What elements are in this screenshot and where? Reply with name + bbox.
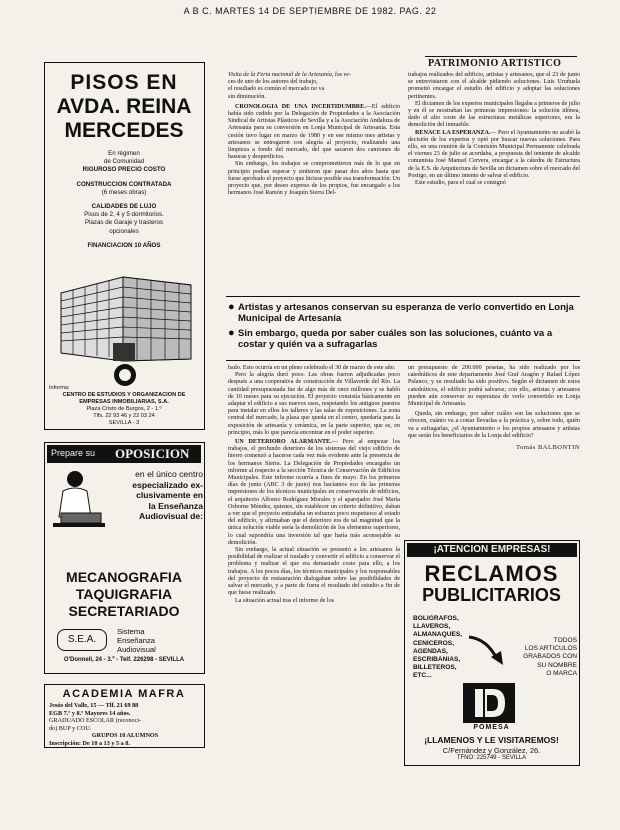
section-rule: [425, 56, 577, 57]
mafra-title: ACADEMIA MAFRA: [62, 688, 186, 700]
course-secretariado: SECRETARIADO: [68, 603, 180, 619]
mafra-line: Jesús del Valle, 15 — Tlf. 21 69 88: [49, 702, 139, 709]
sea-line: Audiovisual: [117, 645, 156, 654]
oposicion-address: O'Donnell, 24 - 3.º - Telf. 226298 - SEVILLA: [63, 657, 185, 663]
ad-pisos-mercedes: [44, 62, 205, 430]
prepare-label: Prepare su: [51, 448, 96, 458]
company-logo: [105, 363, 145, 387]
sea-logo: S.E.A.: [57, 629, 107, 651]
ad-line: CALIDADES DE LUJO: [91, 203, 157, 211]
ad-line: En régimen: [108, 150, 140, 157]
pomesa-brand: POMESA: [473, 724, 510, 731]
reclamos-items: BOLIGRAFOS, LLAVEROS, ALMANAQUES, CENICEROS, AGENDAS, ESCRIBANIAS, BILLETEROS, ETC...: [413, 615, 463, 680]
oposicion-line: la Enseñanza: [148, 500, 203, 511]
ad-reclamos-publicitarios: [404, 540, 580, 766]
sea-line: Sistema: [117, 627, 145, 636]
oposicion-line: en el único centro: [135, 469, 203, 479]
article-text: bado. Esto ocurría en un pleno celebrado el 30 de marzo de este año.: [228, 365, 396, 371]
ad-info: CENTRO DE ESTUDIOS Y ORGANIZACION DE: [62, 392, 186, 398]
oposicion-line: Audiovisual de:: [139, 511, 203, 521]
subheading: RENACE LA ESPERANZA.: [415, 129, 491, 136]
bullet-item: [228, 302, 580, 324]
page-header: A B C. MARTES 14 DE SEPTIEMBRE DE 1982. PAG. 22: [183, 6, 437, 16]
reclamos-title-1: RECLAMOS: [424, 561, 559, 586]
todos-line: SU NOMBRE: [537, 661, 577, 669]
article-line: sin diminución.: [228, 93, 266, 100]
oposicion-word: OPOSICION: [115, 446, 190, 461]
sea-line: Enseñanza: [117, 636, 155, 645]
ad-line: de Comunidad: [103, 158, 145, 166]
arrow-icon: [467, 633, 507, 667]
article-text: Pero la alegría duró poco. Las obras fueron adjudicadas poco después a una cooperativa de construcción de Villaverde del Río. La cantidad presupuestada fue de algo más de once millones y se habló de 10 meses para su ejecución. El proyecto consistía básicamente en adaptar el edificio a sus nuevos usos, respetando los antiguos puestos para instalar en ellos los talleres y las salas de exposiciones. La zona central del mercado, la plaza que queda en el centro, quedaría para la exposición de artesanía y cerámica, en la parte superior, que es, en principio, más lo que parecía encontrar en el poder superior.: [228, 372, 400, 436]
ad-line: Plazas de Garaje y trasteros: [84, 219, 164, 227]
mafra-line: do) BUP y COU.: [49, 724, 92, 732]
reclamos-call: ¡LLAMENOS Y LE VISITAREMOS!: [424, 735, 559, 745]
article-col1-bottom: [228, 365, 400, 605]
ad-line: opcionales: [109, 227, 139, 235]
article-text: — Pero al empezar los trabajos, el profundo deterioro de los sistemas del viejo edificio de hierro comenzó a hacerse cada vez más evidente ante la presencia de los hermanos Sierra. La Delegación de Propiedades encargaba un informe al respecto a la sección Técnica de Conservación de Edificios Municipales. Este informe ocurría a fines de mayo. En los primeros días de junio (ABC 3 de junio) nos hacíamos eco de las primeras impresiones de los técnicos municipales en conservación de edificios, el arquitecto Alfonso Rodríguez Morales y el aparejador José María Osborne Méndez, quienes, sin establecer un criterio definitivo, daban a ver que el proyecto entrañaba un esfuerzo poco respetuoso al estado del edificio, y afirmaban que el deterioro era de tal magnitud que la única solución viable sería la demolición de los elementos superiores, lo cual supondría una inversión tal que haría más aconsejable su demolición.: [228, 439, 400, 546]
subheading: UN DETERIORO ALARMANTE.: [235, 439, 332, 446]
article-line: el resultado es común el mercado no va: [228, 86, 325, 93]
mafra-line: EGB 7.º y 8.º Mayores 14 años.: [49, 709, 131, 717]
ad-oposicion: [44, 442, 205, 674]
ad-info: EMPRESAS INMOBILIARIAS, S.A.: [79, 399, 169, 405]
article-text: La situación actual tras el informe de los: [235, 597, 334, 604]
reclamos-address: C/Fernández y González, 26.: [442, 746, 541, 755]
building-illustration: [53, 263, 197, 363]
reclamos-phone: TFNO: 225749 - SEVILLA: [456, 755, 527, 761]
article-text: — Pero el Ayuntamiento no acabó la decisión de los expertos y optó por buscar nuevas soluciones. Para ello, en una reunión de la Comisión Municipal Permanente celebrada el viernes 23 de julio se acordaba, a propuesta del teniente de alcalde comunista José Manuel Cervera, encargar a la cátedra de Estructura de la E.S. de Arquitectura de Sevilla un dictamen sobre el mercado del Postigo, en un último intento de salvar el edificio.: [408, 129, 580, 179]
subheading: CRONOLOGIA DE UNA INCERTIDUMBRE.: [235, 103, 366, 110]
ad-line: (6 meses obras): [101, 188, 147, 196]
ad-academia-mafra: [44, 684, 205, 748]
mafra-line: Inscripción: De 10 a 13 y 5 a 8.: [49, 739, 130, 747]
bullets-rule-top: [226, 296, 580, 297]
course-taquigrafia: TAQUIGRAFIA: [75, 586, 173, 602]
article-col2-top: [408, 72, 580, 187]
pomesa-logo-icon: [463, 683, 515, 723]
mafra-line: GRADUADO ESCOLAR (reconoci-: [49, 717, 142, 725]
todos-line: O MARCA: [546, 669, 577, 677]
mafra-line: GRUPOS 10 ALUMNOS: [91, 732, 159, 740]
todos-line: GRABADOS CON: [523, 653, 577, 661]
oposicion-line: clusivamente en: [136, 490, 203, 500]
ad-info: SEVILLA - 3: [108, 420, 140, 426]
section-title: PATRIMONIO ARTISTICO: [428, 58, 562, 69]
article-text: Queda, sin embargo, por saber cuáles son las soluciones que se ofrecen, cuánto va a costar llevarlas a la práctica y, sobre todo, quién va a sufragarlas, ¿el Ayuntamiento o los propios artesanos y artistas que serán los beneficiarios de la Lonja del edificio?: [408, 411, 580, 439]
article-line: Visita de la Feria nacional de la Artesanía, los ve-: [228, 72, 351, 78]
ad-title-2: AVDA. REINA: [56, 95, 192, 118]
reclamos-title-2: PUBLICITARIOS: [422, 585, 561, 605]
oposicion-line: especializado ex-: [132, 479, 203, 490]
highlight-bullets: [228, 302, 580, 350]
course-mecanografia: MECANOGRAFIA: [66, 569, 182, 585]
bullet-text: Sin embargo, queda por saber cuáles son las soluciones, cuánto va a costar y quién va a sufragarlas: [238, 328, 553, 350]
article-line: ces de uno de los autores del trabajo,: [228, 79, 318, 86]
article-text: trabajos realizados del edificio, artistas y artesanos, que el 23 de junio se entrevistaron con el alcalde pidiendo soluciones. Luis Uruñuela prometió encargar el estudio del edificio y adoptar las soluciones pertinentes.: [408, 72, 580, 100]
bullet-icon: ●: [228, 327, 235, 339]
ad-line: FINANCIACION 10 AÑOS: [87, 241, 161, 249]
article-text: Este estudio, para el cual se consignó: [415, 180, 506, 187]
bullet-icon: ●: [228, 301, 235, 313]
article-text: Sin embargo, la actual situación se presentó a los artesanos la posibilidad de realizar el traslado y convertir el edificio a conservar el problema y realizar el que era demasiado costo para ello, a los trabajos. A los pocos días, los técnicos municipales y los responsables del proyecto de restauración dialogaban sobre las posibilidades de salvar el mercado, y a parte de fuera el resultado del estudio a fin de que fuese realizado.: [228, 547, 400, 597]
article-signature: Tomás BALBONTIN: [516, 444, 580, 452]
todos-line: LOS ARTICULOS: [524, 645, 577, 653]
bullets-rule-bottom: [226, 360, 580, 361]
article-text: Sin embargo, los trabajos se comprometieron más de lo que en principio podían esperar y sintieron que pasar dos años hasta que fuese aprobado el proyecto que hiciese posible esa transformación. Un proyecto que, por deseo expreso de los propios, fue encargado a los hermanos José Ramón y Joaquín Sierra Del-: [228, 161, 400, 197]
article-text: —El edificio había sido cedido por la Delegación de Propiedades a la Asociación Sindical de Artistas Plásticos de Sevilla y a la Asociación Andaluza de Artesanía para su conversión en Lonja Municipal de Artesanía. Esta cesión tuvo lugar en marzo de 1980 y en ese mismo mes artistas y artesanos se entregaron con alegría al proyecto, realizando una limpieza a fondo del mercado, del que sacaron dos camiones de basuras y desperdicios.: [228, 103, 400, 161]
ad-info-label: Informa:: [49, 385, 70, 391]
todos-line: TODOS: [553, 637, 577, 644]
ad-line: RIGUROSO PRECIO COSTO: [82, 166, 166, 174]
ad-title-1: PISOS EN: [70, 71, 178, 94]
ad-line: Pisos de 2, 4 y 5 dormitorios.: [84, 211, 164, 219]
ad-info: Tlfs. 22 93 46 y 22 03 24: [93, 413, 155, 419]
ad-title-3: MERCEDES: [64, 119, 184, 142]
article-col1-top: [228, 72, 400, 197]
article-text: El dictamen de los expertos municipales llegaba a primeros de julio y en él se mostraban las primeras impresiones: la solución idónea, dado el alto coste de las estructuras metálicas superiores, era la demolición del inmueble.: [408, 100, 580, 129]
typist-illustration: [51, 469, 107, 531]
article-col2-bottom: [408, 365, 580, 451]
bullet-item: [228, 328, 580, 350]
bullet-text: Artistas y artesanos conservan su esperanza de verlo convertido en Lonja Municipal de Artesanía: [238, 302, 574, 324]
reclamos-banner-text: ¡ATENCION EMPRESAS!: [433, 544, 551, 555]
ad-info: Plaza Cristo de Burgos, 2 - 1.º: [86, 406, 162, 412]
article-text: un presupuesto de 200.000 pesetas, ha sido realizado por los catedráticos de este departamento José Graf Aragón y Rafael López Palanco, y su resultado ha sido positivo. Según el dictamen de estos catedráticos, el edificio podrá salvarse; con ello, artistas y artesanos pueden aún conservar su esperanza de verlo convertido en Lonja Municipal de Artesanía.: [408, 365, 580, 408]
ad-line: CONSTRUCCION CONTRATADA: [76, 180, 172, 188]
